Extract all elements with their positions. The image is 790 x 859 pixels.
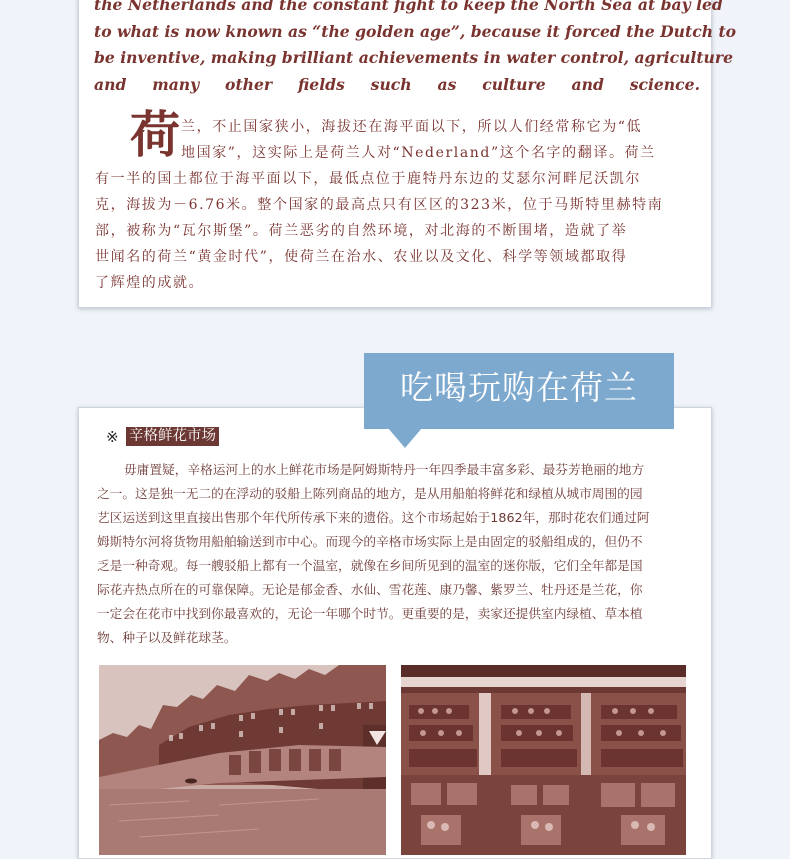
intro-chinese-line: 地国家”，这实际上是荷兰人对“Nederland”这个名字的翻译。荷兰 bbox=[181, 145, 656, 161]
intro-english-line: and many other fields such as culture and science. bbox=[94, 74, 700, 94]
intro-chinese-line: 兰，不止国家狭小，海拔还在海平面以下，所以人们经常称它为“低 bbox=[181, 119, 643, 135]
section-body-line: 之一。这是独一无二的在浮动的驳船上陈列商品的地方，是从用船舶将鲜花和绿植从城市周围的园 bbox=[97, 486, 643, 501]
intro-english-line: to what is now known as “the golden age”, because it forced the Dutch to bbox=[94, 21, 737, 41]
section-body-line: 物、种子以及鲜花球茎。 bbox=[97, 630, 237, 645]
reference-mark-icon: ※ bbox=[106, 428, 119, 446]
section-body-line: 姆斯特尔河将货物用船舶输送到市中心。而现今的辛格市场实际上是由固定的驳船组成的，但仍不 bbox=[97, 534, 643, 549]
section-banner bbox=[364, 353, 674, 429]
section-body-line: 乏是一种奇观。每一艘驳船上都有一个温室，就像在乡间所见到的温室的迷你版，它们全年都是国 bbox=[97, 558, 643, 573]
banner-title: 吃喝玩购在荷兰 bbox=[400, 368, 638, 407]
intro-chinese-line: 了辉煌的成就。 bbox=[95, 275, 205, 291]
section-body-line: 毋庸置疑，辛格运河上的水上鲜花市场是阿姆斯特丹一年四季最丰富多彩、最芬芳艳丽的地方 bbox=[124, 462, 645, 477]
flower-market-photo bbox=[401, 665, 686, 855]
intro-chinese-line: 部，被称为“瓦尔斯堡”。荷兰恶劣的自然环境，对北海的不断围堵，造就了举 bbox=[95, 223, 628, 239]
canal-photo bbox=[99, 665, 386, 855]
intro-chinese-line: 有一半的国土都位于海平面以下，最低点位于鹿特丹东边的艾瑟尔河畔尼沃凯尔 bbox=[95, 171, 641, 187]
section-heading: 辛格鲜花市场 bbox=[126, 427, 219, 446]
intro-chinese-line: 世闻名的荷兰“黄金时代”，使荷兰在治水、农业以及文化、科学等领域都取得 bbox=[95, 249, 628, 265]
section-body-line: 际花卉热点所在的可靠保障。无论是郁金香、水仙、雪花莲、康乃馨、紫罗兰、牡丹还是兰花，你 bbox=[97, 582, 643, 597]
banner-pointer bbox=[388, 428, 422, 448]
drop-cap: 荷 bbox=[130, 105, 180, 164]
section-body-line: 艺区运送到这里直接出售那个年代所传承下来的遗俗。这个市场起始于1862年，那时花农们通过阿 bbox=[97, 510, 650, 525]
intro-english-line: be inventive, making brilliant achievements in water control, agriculture bbox=[94, 48, 734, 67]
section-body-line: 一定会在花市中找到你最喜欢的，无论一年哪个时节。更重要的是，卖家还提供室内绿植、草本植 bbox=[97, 606, 643, 621]
intro-english-line: the Netherlands and the constant fight to keep the North Sea at bay led bbox=[94, 0, 723, 14]
intro-chinese-line: 克，海拔为－6.76米。整个国家的最高点只有区区的323米，位于马斯特里赫特南 bbox=[95, 197, 664, 213]
intro-english-paragraph bbox=[94, 0, 737, 98]
